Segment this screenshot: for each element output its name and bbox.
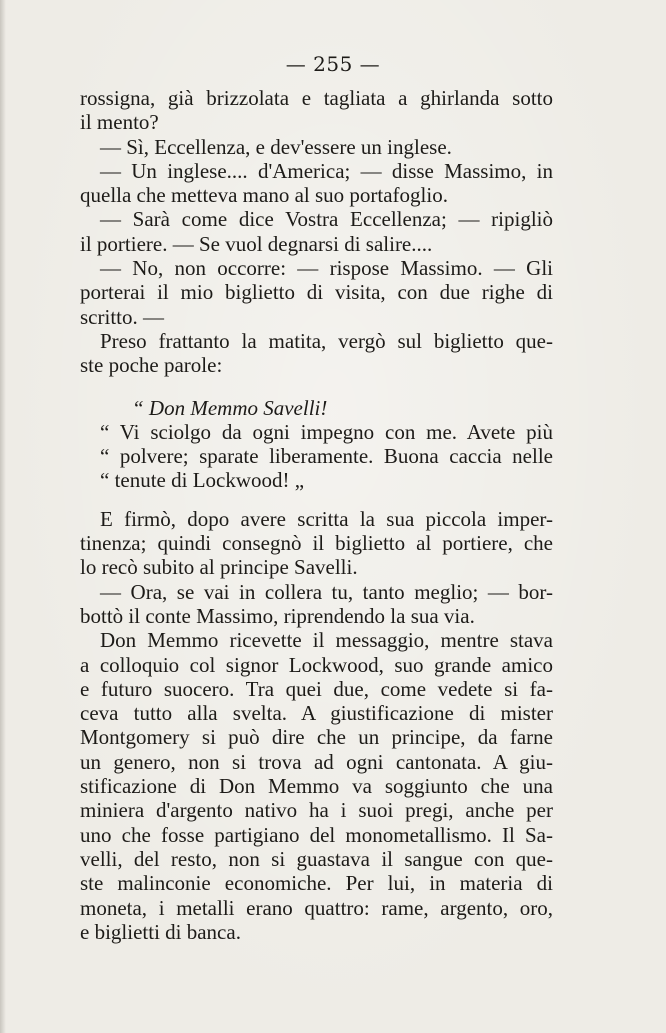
text-line: il mento?: [80, 110, 159, 135]
text-line: moneta, i metalli erano quattro: rame, argento, oro,: [80, 895, 553, 920]
quote-line: “ polvere; sparate liberamente. Buona caccia nelle: [100, 444, 553, 469]
text-line: a colloquio col signor Lockwood, suo grande amico: [80, 652, 553, 677]
page-spine-shadow: [0, 0, 6, 1033]
paragraph-start: Preso frattanto la matita, vergò sul biglietto que-: [100, 328, 553, 353]
text-line: uno che fosse partigiano del monometallismo. Il Sa-: [80, 822, 553, 847]
text-line: bottò il conte Massimo, riprendendo la sua via.: [80, 603, 475, 628]
text-line: ceva tutto alla svelta. A giustificazione di mister: [80, 701, 553, 726]
dialogue-line: — No, non occorre: — rispose Massimo. — Gli: [100, 256, 553, 281]
quote-line: “ tenute di Lockwood! „: [100, 468, 305, 493]
dialogue-line: — Ora, se vai in collera tu, tanto meglio; — bor-: [100, 579, 553, 604]
text-line: miniera d'argento nativo ha i suoi pregi, anche per: [80, 798, 553, 823]
text-line: ste malinconie economiche. Per lui, in materia di: [80, 871, 553, 896]
paragraph-start: E firmò, dopo avere scritta la sua piccola imper-: [100, 506, 553, 531]
spacer: [80, 493, 553, 507]
text-line: quella che metteva mano al suo portafoglio.: [80, 183, 448, 208]
text-line: ste poche parole:: [80, 353, 223, 378]
text-line: il portiere. — Se vuol degnarsi di salire....: [80, 231, 433, 256]
text-line: stificazione di Don Memmo va soggiunto che una: [80, 774, 553, 799]
text-line: scritto. —: [80, 304, 164, 329]
dialogue-line: — Un inglese.... d'America; — disse Massimo, in: [100, 158, 553, 183]
spacer: [80, 378, 553, 396]
text-line: lo recò subito al principe Savelli.: [80, 555, 358, 580]
text-line: tinenza; quindi consegnò il biglietto al portiere, che: [80, 531, 553, 556]
text-line: e futuro suocero. Tra quei due, come vedete si fa-: [80, 676, 553, 701]
dialogue-line: — Sarà come dice Vostra Eccellenza; — ripigliò: [100, 207, 553, 232]
text-line: rossigna, già brizzolata e tagliata a ghirlanda sotto: [80, 86, 553, 110]
quote-salutation: “ Don Memmo Savelli!: [132, 395, 328, 420]
dialogue-line: — Sì, Eccellenza, e dev'essere un inglese.: [100, 134, 452, 159]
quote-line: “ Vi sciolgo da ogni impegno con me. Avete più: [100, 419, 553, 444]
text-line: e biglietti di banca.: [80, 919, 241, 944]
page-number: — 255 —: [285, 52, 381, 76]
paragraph-start: Don Memmo ricevette il messaggio, mentre stava: [100, 628, 553, 653]
text-line: porterai il mio biglietto di visita, con due righe di: [80, 280, 553, 305]
text-line: Montgomery si può dire che un principe, da farne: [80, 725, 553, 750]
text-line: velli, del resto, non si guastava il sangue con que-: [80, 846, 553, 871]
body-text: [80, 86, 553, 944]
text-line: un genero, non si trova ad ogni cantonata. A giu-: [80, 749, 553, 774]
